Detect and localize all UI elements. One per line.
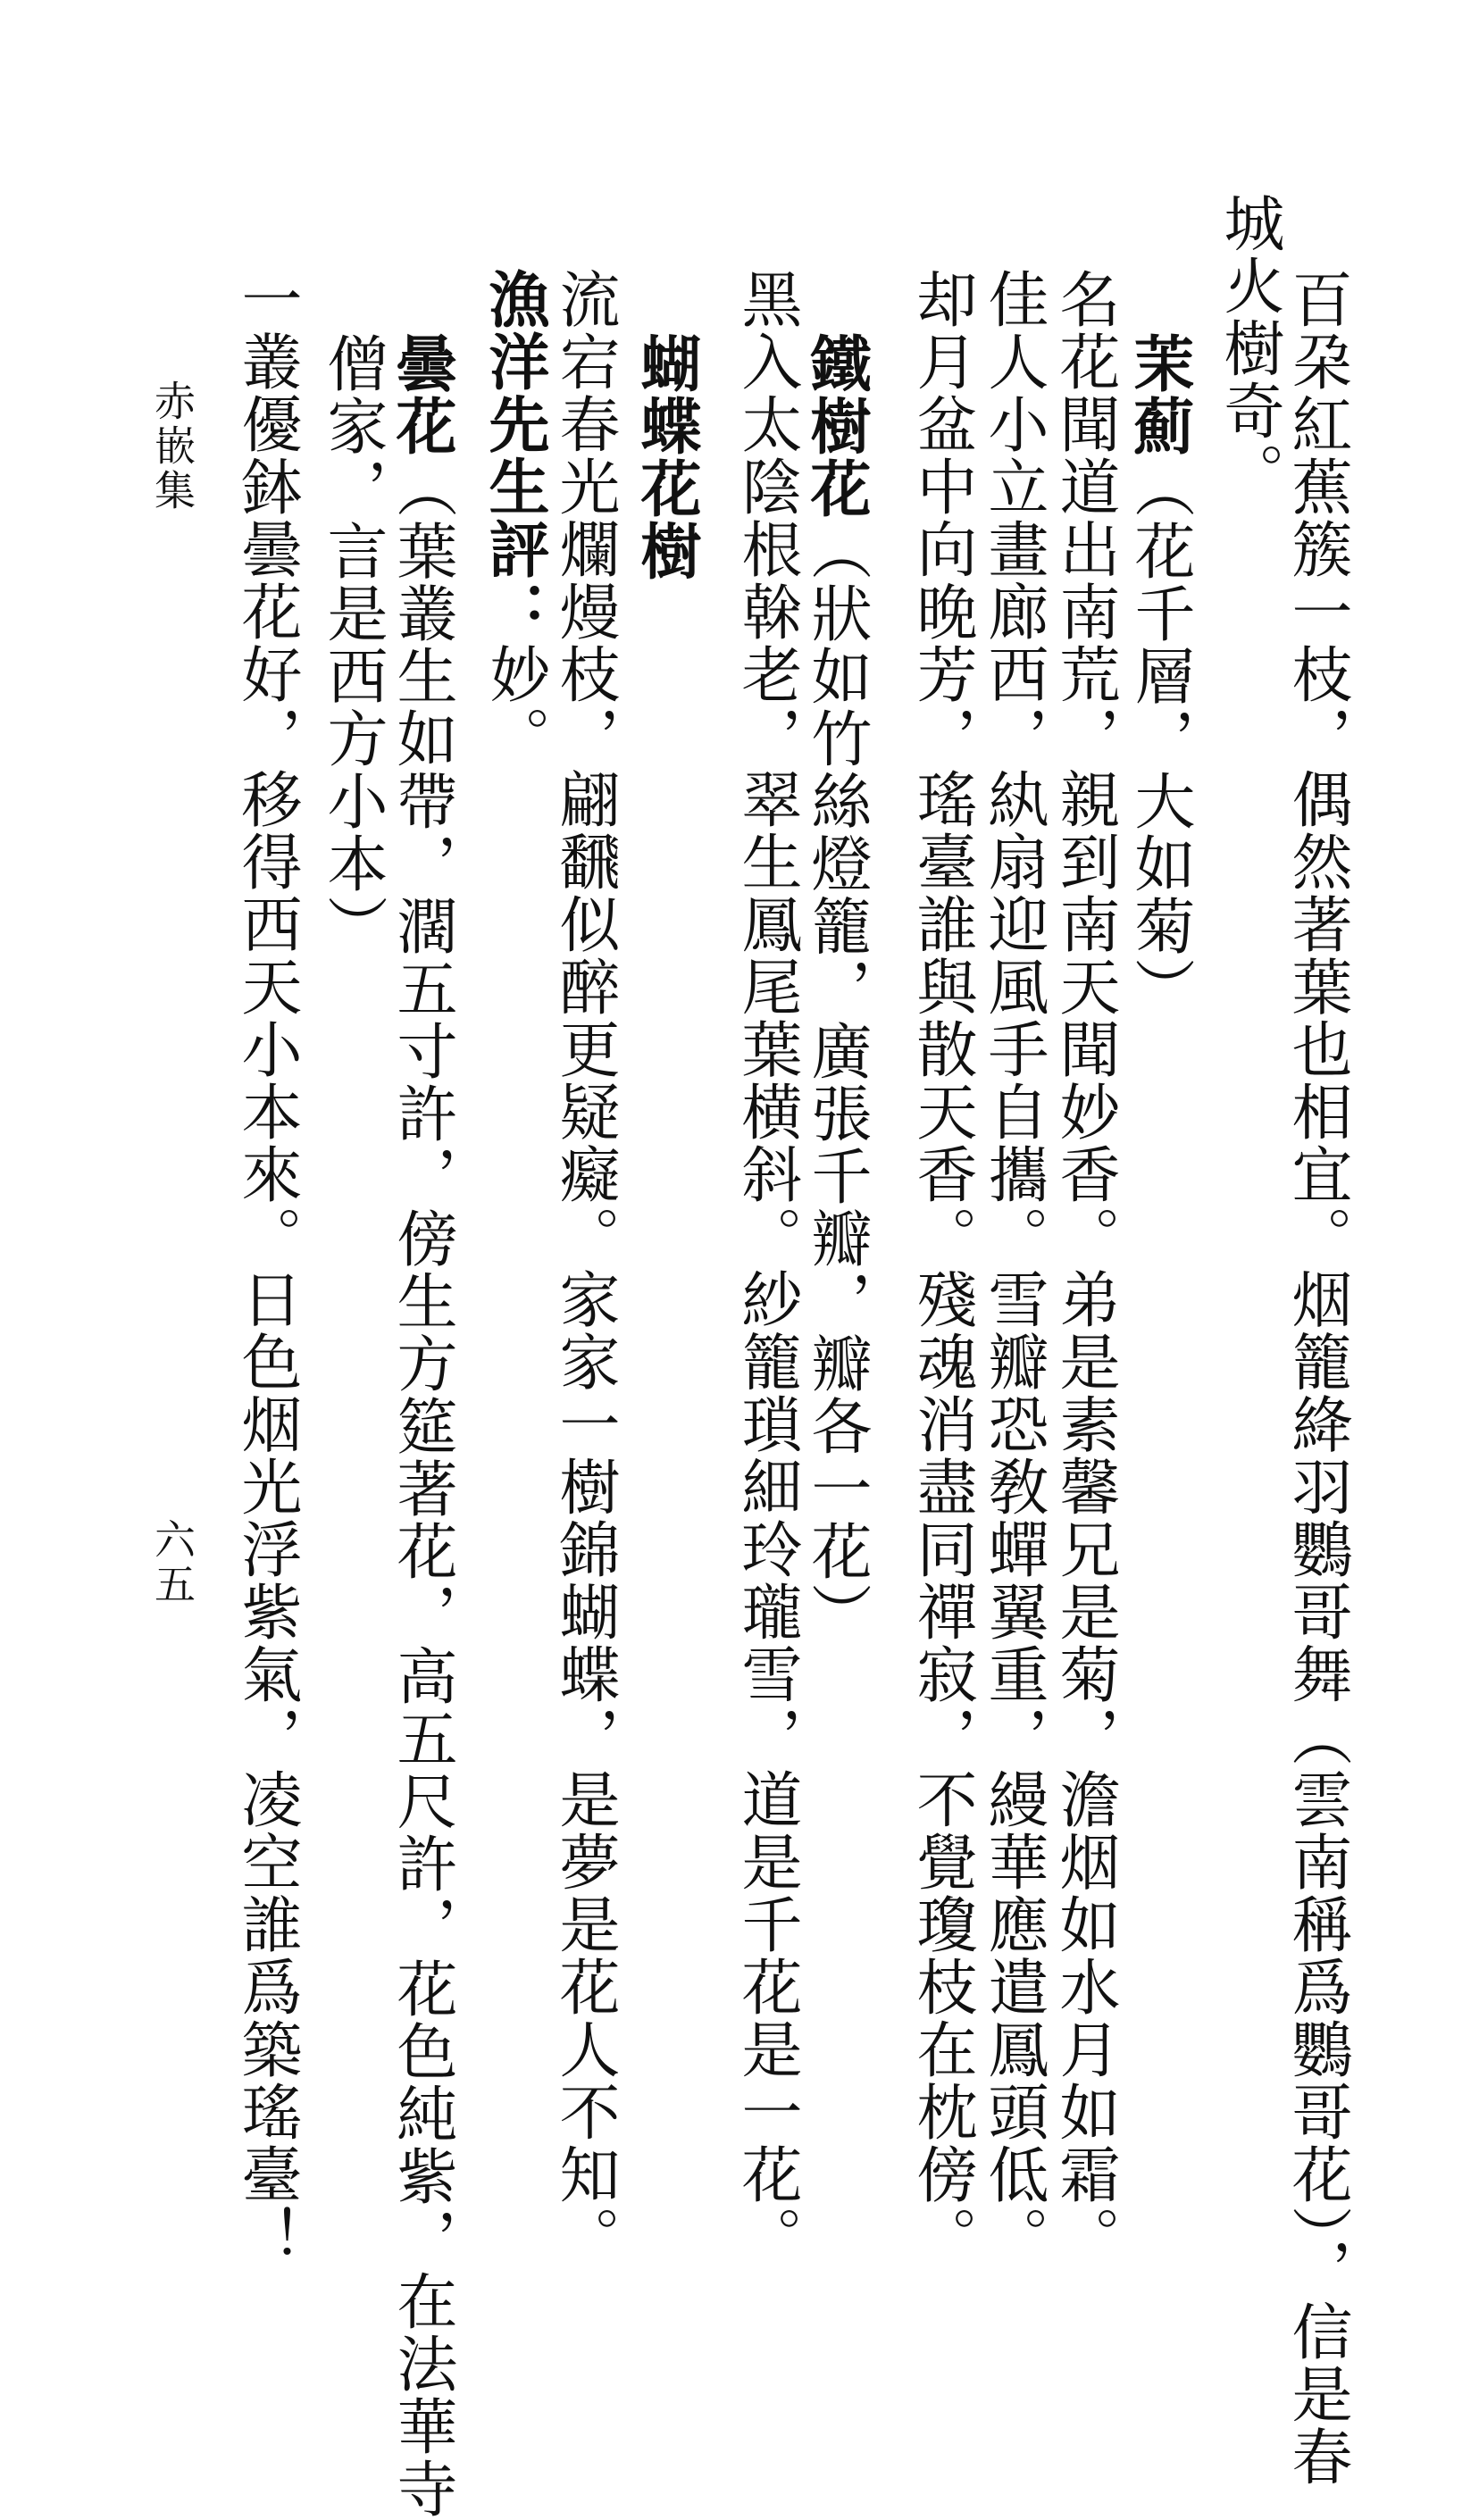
heading-note: （花千層，大如菊） <box>1124 457 1195 1020</box>
section-heading <box>386 332 457 2520</box>
poem-line: 城火樹奇。 <box>1214 192 1284 505</box>
section-heading <box>1124 332 1195 1020</box>
heading-note: （狀如竹絲燈籠，廣張千瓣，瓣各一花） <box>801 520 872 1645</box>
running-title: 赤嵌集 <box>148 380 196 513</box>
poem-line: 佳人小立畫廊西，紈扇迎風手自攜。雪瓣恐敎蟬翼重，縵華應遣鳳頭低。 <box>978 268 1049 2268</box>
poem-line: 名花聞道出南荒，親到南天聞妙香。弟是素馨兄是菊，澹烟如水月如霜。 <box>1049 268 1120 2268</box>
commentary <box>479 268 550 768</box>
poem-line: 流宕春光爛熳枝，翩飜似醉更疑癡。家家一樹錦蝴蝶，是夢是花人不知。 <box>549 268 620 2268</box>
heading-note: （葉叢生如帶，濶五寸許，傍生方筵著花，高五尺許，花色純紫，在法華寺 <box>387 457 457 2520</box>
heading-title: 茉薊 <box>1124 332 1195 457</box>
heading-title: 曇花 <box>386 332 457 457</box>
commentary-text: 妙。 <box>480 643 550 768</box>
section-heading <box>800 332 872 1645</box>
note-line: 僧家，言是西方小本） <box>317 332 388 957</box>
poem-line: 黑入太陰根榦老，翠生鳳尾葉横斜。紗籠瑣細玲瓏雪，道是千花是一花。 <box>731 268 802 2268</box>
commentary-title: 漁洋先生評： <box>479 268 550 643</box>
heading-title: 鐵樹花 <box>800 332 872 520</box>
poem-line: 却月盆中向晚芳，瑤臺誰與散天香。殘魂消盡同禪寂，不覺瓊枝在枕傍。 <box>907 268 977 2268</box>
poem-line: 百朶紅蕉簇一枝，偶然著葉也相宜。烟籠絳羽鸚哥舞（雲南稱爲鸚哥花），信是春 <box>1282 268 1352 2488</box>
poem-line: 一叢優鉢曇花好，移得西天小本來。日色烟光浮紫氣，凌空誰爲築瑤臺！ <box>231 268 302 2268</box>
page-number: 六五 <box>148 1518 196 1607</box>
section-heading: 蝴蝶花樹 <box>631 332 702 582</box>
